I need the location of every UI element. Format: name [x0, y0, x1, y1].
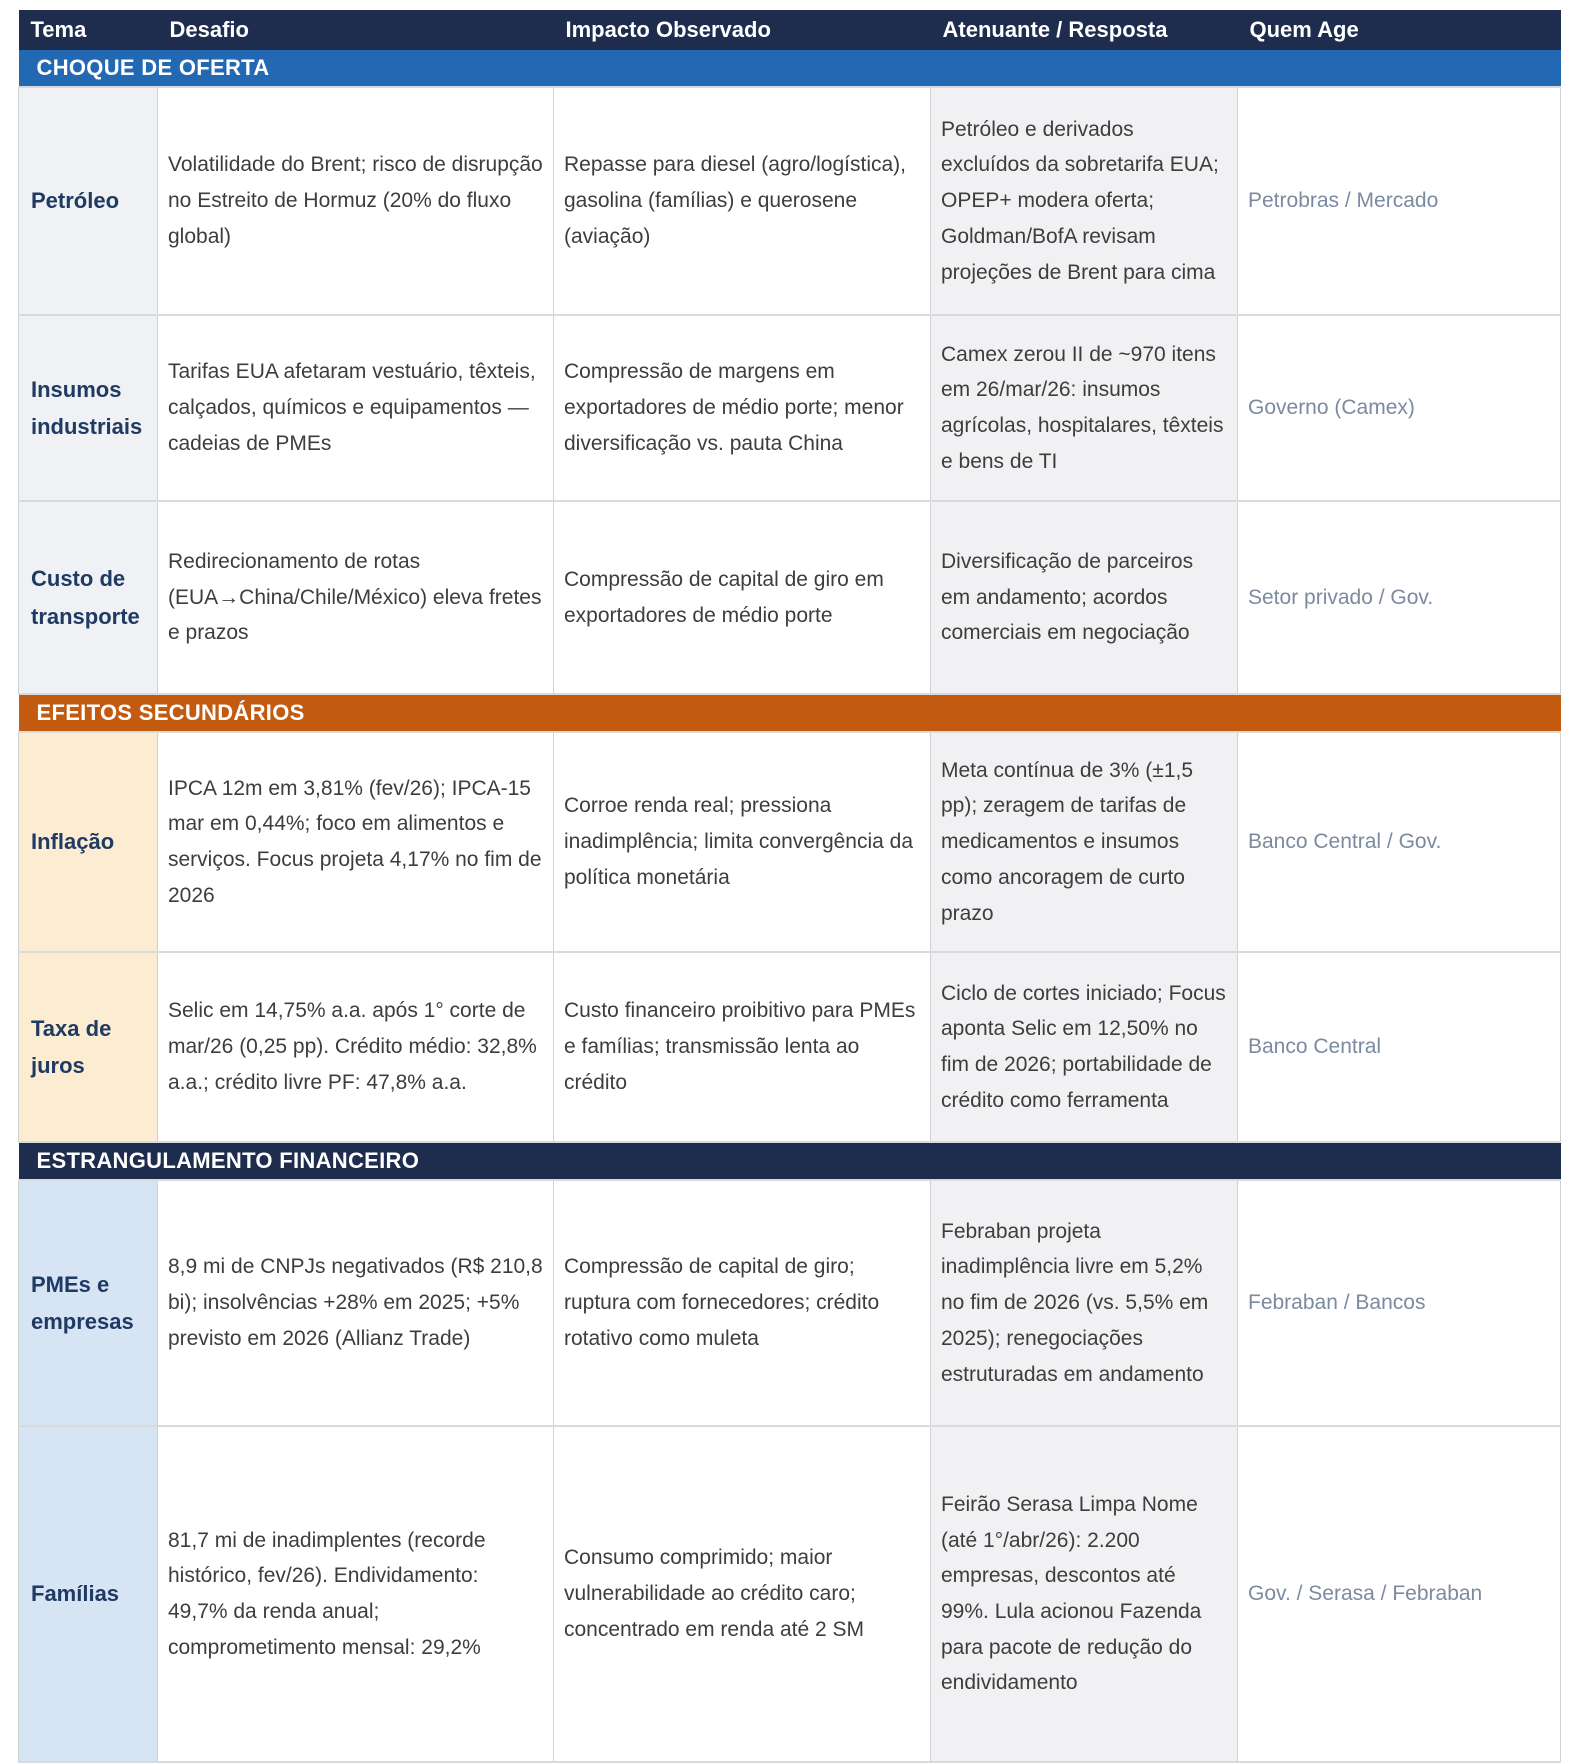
column-header-tema: Tema	[19, 10, 158, 50]
tema-cell: Inflação	[19, 732, 158, 952]
quem-age-cell: Gov. / Serasa / Febraban	[1238, 1426, 1561, 1762]
section-header-efeitos-secundarios	[19, 694, 1561, 732]
desafio-cell: Selic em 14,75% a.a. após 1° corte de mar/26 (0,25 pp). Crédito médio: 32,8% a.a.; crédito livre PF: 47,8% a.a.	[158, 952, 554, 1142]
impacto-cell: Consumo comprimido; maior vulnerabilidade ao crédito caro; concentrado em renda até 2 SM	[554, 1426, 931, 1762]
column-header-atenuante-resposta: Atenuante / Resposta	[931, 10, 1238, 50]
impacto-cell: Corroe renda real; pressiona inadimplência; limita convergência da política monetária	[554, 732, 931, 952]
quem-age-cell: Governo (Camex)	[1238, 315, 1561, 501]
table-row-taxa-de-juros	[19, 952, 1561, 1142]
tema-cell: Insumos industriais	[19, 315, 158, 501]
atenuante-cell: Diversificação de parceiros em andamento; acordos comerciais em negociação	[931, 501, 1238, 694]
atenuante-cell: Meta contínua de 3% (±1,5 pp); zeragem de tarifas de medicamentos e insumos como ancoragem de curto prazo	[931, 732, 1238, 952]
section-header-choque-de-oferta	[19, 50, 1561, 87]
section-title: CHOQUE DE OFERTA	[19, 50, 1561, 87]
desafio-cell: IPCA 12m em 3,81% (fev/26); IPCA-15 mar em 0,44%; foco em alimentos e serviços. Focus projeta 4,17% no fim de 2026	[158, 732, 554, 952]
atenuante-cell: Febraban projeta inadimplência livre em 5,2% no fim de 2026 (vs. 5,5% em 2025); renegociações estruturadas em andamento	[931, 1180, 1238, 1426]
column-header-desafio: Desafio	[158, 10, 554, 50]
impacto-cell: Repasse para diesel (agro/logística), gasolina (famílias) e querosene (aviação)	[554, 87, 931, 315]
tema-cell: PMEs e empresas	[19, 1180, 158, 1426]
quem-age-cell: Banco Central	[1238, 952, 1561, 1142]
atenuante-cell: Camex zerou II de ~970 itens em 26/mar/26: insumos agrícolas, hospitalares, têxteis e bens de TI	[931, 315, 1238, 501]
atenuante-cell: Petróleo e derivados excluídos da sobretarifa EUA; OPEP+ modera oferta; Goldman/BofA revisam projeções de Brent para cima	[931, 87, 1238, 315]
table-row-insumos-industriais	[19, 315, 1561, 501]
table-row-custo-de-transporte	[19, 501, 1561, 694]
desafio-cell: 8,9 mi de CNPJs negativados (R$ 210,8 bi); insolvências +28% em 2025; +5% previsto em 2026 (Allianz Trade)	[158, 1180, 554, 1426]
tema-cell: Petróleo	[19, 87, 158, 315]
desafio-cell: 81,7 mi de inadimplentes (recorde histórico, fev/26). Endividamento: 49,7% da renda anual; comprometimento mensal: 29,2%	[158, 1426, 554, 1762]
impacto-cell: Compressão de margens em exportadores de médio porte; menor diversificação vs. pauta China	[554, 315, 931, 501]
table-row-inflacao	[19, 732, 1561, 952]
risk-matrix-table	[18, 10, 1561, 1763]
quem-age-cell: Petrobras / Mercado	[1238, 87, 1561, 315]
section-header-estrangulamento-financeiro	[19, 1142, 1561, 1180]
desafio-cell: Volatilidade do Brent; risco de disrupção no Estreito de Hormuz (20% do fluxo global)	[158, 87, 554, 315]
table-row-pmes-e-empresas	[19, 1180, 1561, 1426]
quem-age-cell: Setor privado / Gov.	[1238, 501, 1561, 694]
section-title: ESTRANGULAMENTO FINANCEIRO	[19, 1142, 1561, 1180]
header-row	[19, 10, 1561, 50]
table-row-familias	[19, 1426, 1561, 1762]
column-header-quem-age: Quem Age	[1238, 10, 1561, 50]
quem-age-cell: Banco Central / Gov.	[1238, 732, 1561, 952]
desafio-cell: Redirecionamento de rotas (EUA→China/Chile/México) eleva fretes e prazos	[158, 501, 554, 694]
section-title: EFEITOS SECUNDÁRIOS	[19, 694, 1561, 732]
impacto-cell: Compressão de capital de giro; ruptura com fornecedores; crédito rotativo como muleta	[554, 1180, 931, 1426]
impacto-cell: Compressão de capital de giro em exportadores de médio porte	[554, 501, 931, 694]
impacto-cell: Custo financeiro proibitivo para PMEs e famílias; transmissão lenta ao crédito	[554, 952, 931, 1142]
atenuante-cell: Feirão Serasa Limpa Nome (até 1°/abr/26): 2.200 empresas, descontos até 99%. Lula acionou Fazenda para pacote de redução do endividamento	[931, 1426, 1238, 1762]
quem-age-cell: Febraban / Bancos	[1238, 1180, 1561, 1426]
tema-cell: Famílias	[19, 1426, 158, 1762]
tema-cell: Custo de transporte	[19, 501, 158, 694]
tema-cell: Taxa de juros	[19, 952, 158, 1142]
column-header-impacto-observado: Impacto Observado	[554, 10, 931, 50]
desafio-cell: Tarifas EUA afetaram vestuário, têxteis, calçados, químicos e equipamentos — cadeias de PMEs	[158, 315, 554, 501]
atenuante-cell: Ciclo de cortes iniciado; Focus aponta Selic em 12,50% no fim de 2026; portabilidade de crédito como ferramenta	[931, 952, 1238, 1142]
table-row-petroleo	[19, 87, 1561, 315]
